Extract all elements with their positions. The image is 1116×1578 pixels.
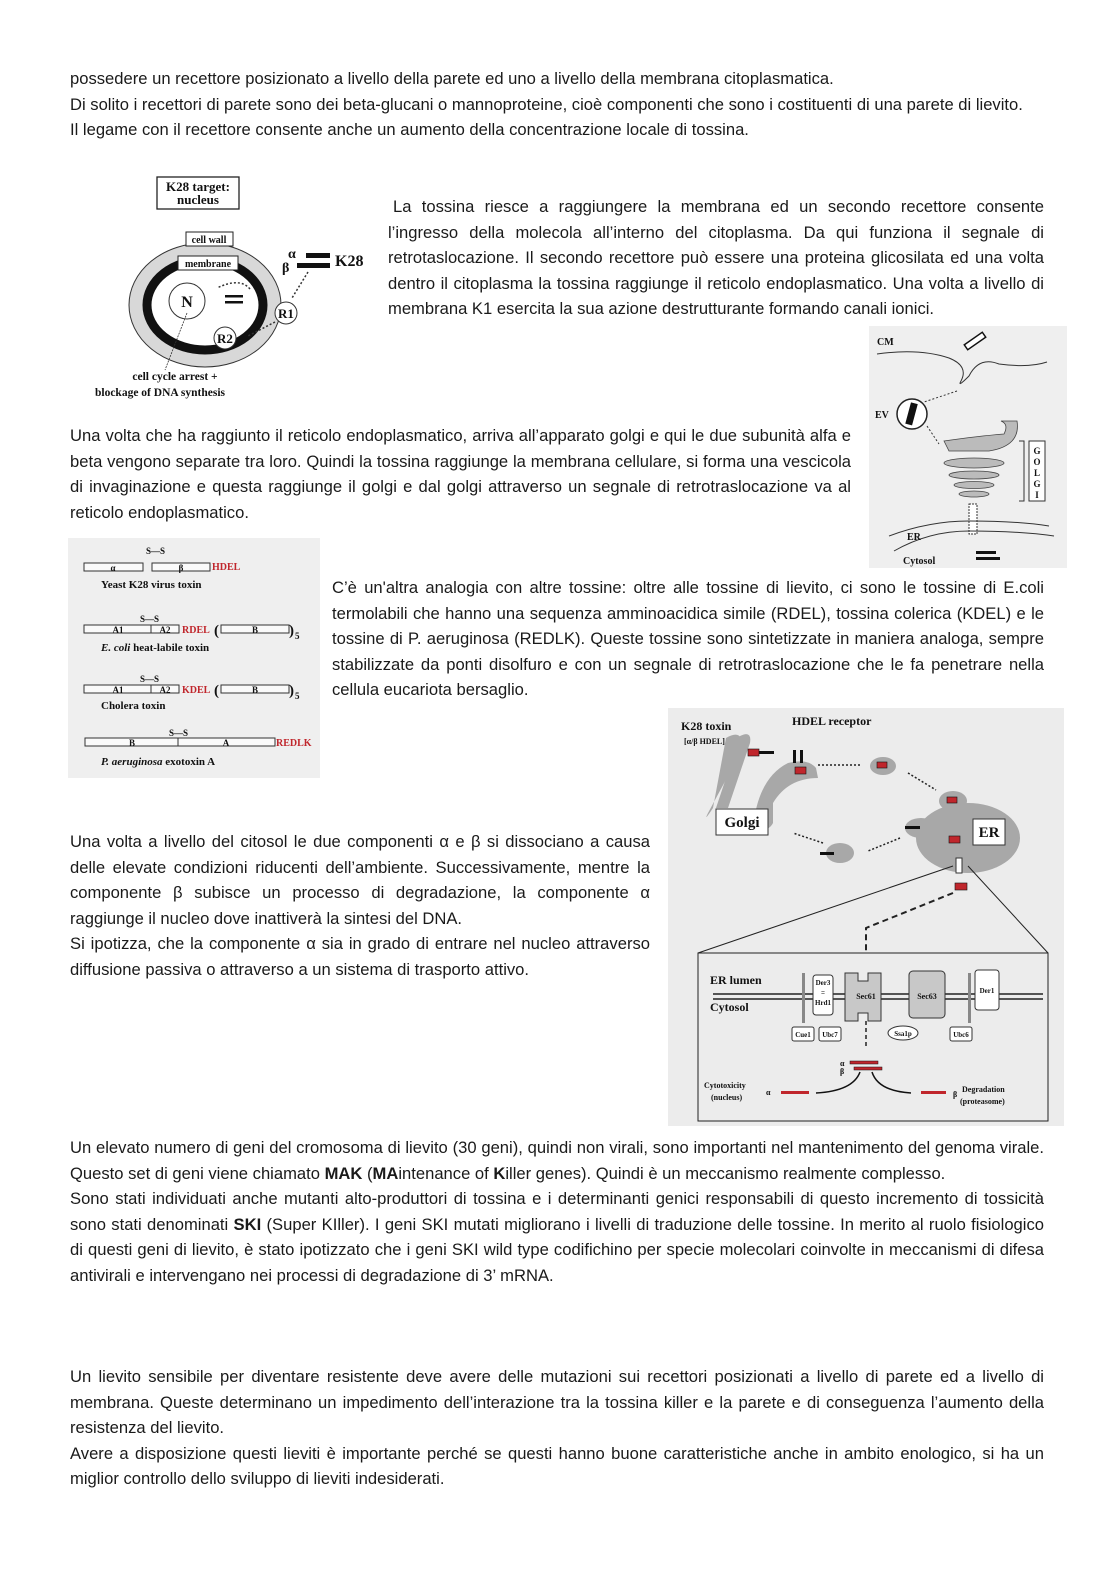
paragraph-toxin-analogy: C’è un'altra analogia con altre tossine: oltre alle tossine di lievito, ci sono le tossine di E.coli termolabili che hanno una sequenza amminoacidica simile (RDEL), tossina colerica (KDEL) e le tossine di P. aeruginosa (REDLK). Queste tossine sono sintetizzate in maniera analoga, sempre stabilizzate da ponti disolfuro e con un segnale di retrotraslocazione che le fa penetrare nella cellula eucariota bersaglio. <box>332 578 1044 699</box>
svg-text:(: ( <box>214 623 219 639</box>
label-cm: CM <box>877 337 894 348</box>
segment-label: B <box>128 738 136 748</box>
label-golgi: Golgi <box>724 815 760 831</box>
figure-title: K28 target: <box>166 179 230 194</box>
toxin-name: Cholera toxin <box>101 700 166 712</box>
label-golgi-letter: G <box>1033 479 1041 489</box>
label-sec61: Sec61 <box>856 992 876 1001</box>
text-line: Sono stati individuati anche mutanti alto-produttori di tossina e i determinanti genici responsabili di questo incremento di tossicità sono stati denominati SKI (Super KIller). I geni SKI mutati migliorano i livelli di traduzione delle tossine. In merito al ruolo fisiologico di questi geni di lievito, è stato ipotizzato che i geni SKI wild type codifichino per specie molecolari coinvolte in meccanismi di difesa antivirali e intervengano nei processi di degradazione di 3’ mRNA. <box>70 1189 1044 1285</box>
disulfide-bond: S—S <box>169 728 189 738</box>
label-er-lumen: ER lumen <box>710 973 762 987</box>
label-r1: R1 <box>278 306 294 321</box>
paragraph-mak-ski <box>70 1135 1044 1288</box>
svg-text:α: α <box>840 1059 845 1068</box>
label-ssa1p: Ssa1p <box>894 1030 912 1038</box>
svg-text:β: β <box>840 1067 845 1076</box>
label-degradation: Degradation <box>962 1085 1005 1094</box>
label-alpha: α <box>288 247 296 262</box>
label-cell-wall: cell wall <box>191 235 227 246</box>
label-beta: β <box>282 261 290 276</box>
text-line: Di solito i recettori di parete sono dei beta-glucani o mannoproteine, cioè componenti che sono i costituenti di una parete di lievito. <box>70 94 1023 114</box>
toxin-name: E. coli heat-labile toxin <box>101 642 210 654</box>
svg-text:(proteasome): (proteasome) <box>960 1097 1005 1106</box>
disulfide-bond: S—S <box>146 546 166 556</box>
figure-title: nucleus <box>177 192 219 207</box>
paragraph-resistance <box>70 1364 1044 1492</box>
paragraph-golgi: Una volta che ha raggiunto il reticolo endoplasmatico, arriva all’apparato golgi e qui le due subunità alfa e beta vengono separate tra loro. Quindi la tossina raggiunge la membrana cellulare, si forma una vescicola di invaginazione e questa raggiunge il golgi e dal golgi attraverso un segnale di retrotraslocazione va al reticolo endoplasmatico. <box>70 426 851 522</box>
signal-rdel: RDEL <box>182 625 210 636</box>
segment-label: α <box>110 563 116 573</box>
label-golgi-letter: L <box>1033 468 1041 478</box>
label-golgi-letter: I <box>1035 490 1039 500</box>
segment-label: A2 <box>159 625 171 635</box>
figure-k28-retrotranslocation <box>668 708 1064 1126</box>
label-k28: K28 <box>335 253 364 270</box>
label-ev: EV <box>875 410 889 421</box>
segment-label: A <box>222 738 230 748</box>
figure-caption: blockage of DNA synthesis <box>94 387 226 399</box>
label-hdel-receptor: HDEL receptor <box>792 714 872 728</box>
label-cytosol: Cytosol <box>903 556 936 567</box>
signal-hdel: HDEL <box>212 562 241 573</box>
svg-text:β: β <box>953 1090 958 1099</box>
disulfide-bond: S—S <box>140 614 160 624</box>
paragraph-toxin-membrane: La tossina riesce a raggiungere la membrana ed un secondo recettore consente l’ingresso della molecola all’interno del citoplasma. Da qui funziona il segnale di retrotaslocazione. Il secondo recettore può essere una proteina glicosilata ed una volta dentro il citoplasma la tossina raggiunge il reticolo endoplasmatico. Una volta a livello di membrana K1 esercita la sua azione destrutturante formando canali ionici. <box>388 197 1044 318</box>
label-r2: R2 <box>217 331 233 346</box>
text-line: possedere un recettore posizionato a livello della parete ed uno a livello della membrana citoplasmatica. <box>70 69 834 88</box>
subunit-count: 5 <box>295 631 300 641</box>
label-er: ER <box>907 532 921 543</box>
segment-label: A1 <box>112 625 124 635</box>
label-der1: Der1 <box>979 987 995 995</box>
label-golgi-letter: O <box>1033 457 1041 467</box>
svg-text:(nucleus): (nucleus) <box>711 1093 743 1102</box>
figure-k28-target-nucleus <box>80 170 380 410</box>
label-ubc7: Ubc7 <box>822 1031 838 1039</box>
text-line: Avere a disposizione questi lieviti è importante perché se questi hanno buone caratteristiche anche in ambito enologico, si ha un miglior controllo dello sviluppo di lieviti indesiderati. <box>70 1443 1044 1488</box>
svg-text:(: ( <box>214 683 219 699</box>
segment-label: B <box>251 685 259 695</box>
svg-text:=: = <box>821 989 825 997</box>
label-hrd1: Hrd1 <box>815 999 831 1007</box>
paragraph-receptors <box>70 66 1044 143</box>
svg-text:α: α <box>766 1088 771 1097</box>
text-line: Una volta a livello del citosol le due componenti α e β si dissociano a causa delle elevate condizioni riducenti dell’ambiente. Successivamente, mentre la componente β subisce un processo di degradazione, la componente α raggiunge il nucleo dove inattiverà la sintesi del DNA. <box>70 832 650 928</box>
disulfide-bond: S—S <box>140 674 160 684</box>
figure-caption: cell cycle arrest + <box>132 371 218 383</box>
paragraph-cytosol <box>70 829 650 982</box>
svg-text:): ) <box>289 623 294 639</box>
label-cue1: Cue1 <box>795 1031 811 1039</box>
signal-kdel: KDEL <box>182 685 211 696</box>
text-line: Si ipotizza, che la componente α sia in grado di entrare nel nucleo attraverso diffusione passiva o attraverso a un sistema di trasporto attivo. <box>70 934 650 979</box>
label-sec63: Sec63 <box>917 992 937 1001</box>
label-membrane: membrane <box>184 259 232 270</box>
text-line: Un lievito sensibile per diventare resistente deve avere delle mutazioni sui recettori posizionati a livello di parete ed a livello di membrana. Queste determinano un impedimento dell’interazione tra la tossina killer e la parete e di conseguenza l’aumento della resistenza del lievito. <box>70 1367 1044 1437</box>
label-k28-toxin: K28 toxin <box>681 719 732 733</box>
toxin-name: P. aeruginosa exotoxin A <box>101 756 216 768</box>
toxin-name: Yeast K28 virus toxin <box>101 579 202 591</box>
figure-toxin-structures <box>68 538 320 778</box>
segment-label: B <box>251 625 259 635</box>
text-line: Il legame con il recettore consente anche un aumento della concentrazione locale di tossina. <box>70 120 749 139</box>
label-golgi-letter: G <box>1033 446 1041 456</box>
segment-label: A2 <box>159 685 171 695</box>
label-k28-subunits: [α/β HDEL] <box>684 737 725 746</box>
svg-text:): ) <box>289 683 294 699</box>
label-er: ER <box>978 825 1000 841</box>
label-cytosol: Cytosol <box>710 1000 749 1014</box>
label-der3: Der3 <box>815 979 831 987</box>
segment-label: A1 <box>112 685 124 695</box>
label-nucleus: N <box>181 294 193 311</box>
text-line: Un elevato numero di geni del cromosoma di lievito (30 geni), quindi non virali, sono importanti nel mantenimento del genoma virale. Questo set di geni viene chiamato MAK (MAintenance of Killer genes). Quindi è un meccanismo realmente complesso. <box>70 1138 1044 1183</box>
subunit-count: 5 <box>295 691 300 701</box>
label-cytotoxicity: Cytotoxicity <box>704 1081 746 1090</box>
figure-golgi-er-pathway <box>869 326 1067 568</box>
label-ubc6: Ubc6 <box>953 1031 969 1039</box>
segment-label: β <box>178 563 184 573</box>
signal-redlk: REDLK <box>276 738 312 749</box>
